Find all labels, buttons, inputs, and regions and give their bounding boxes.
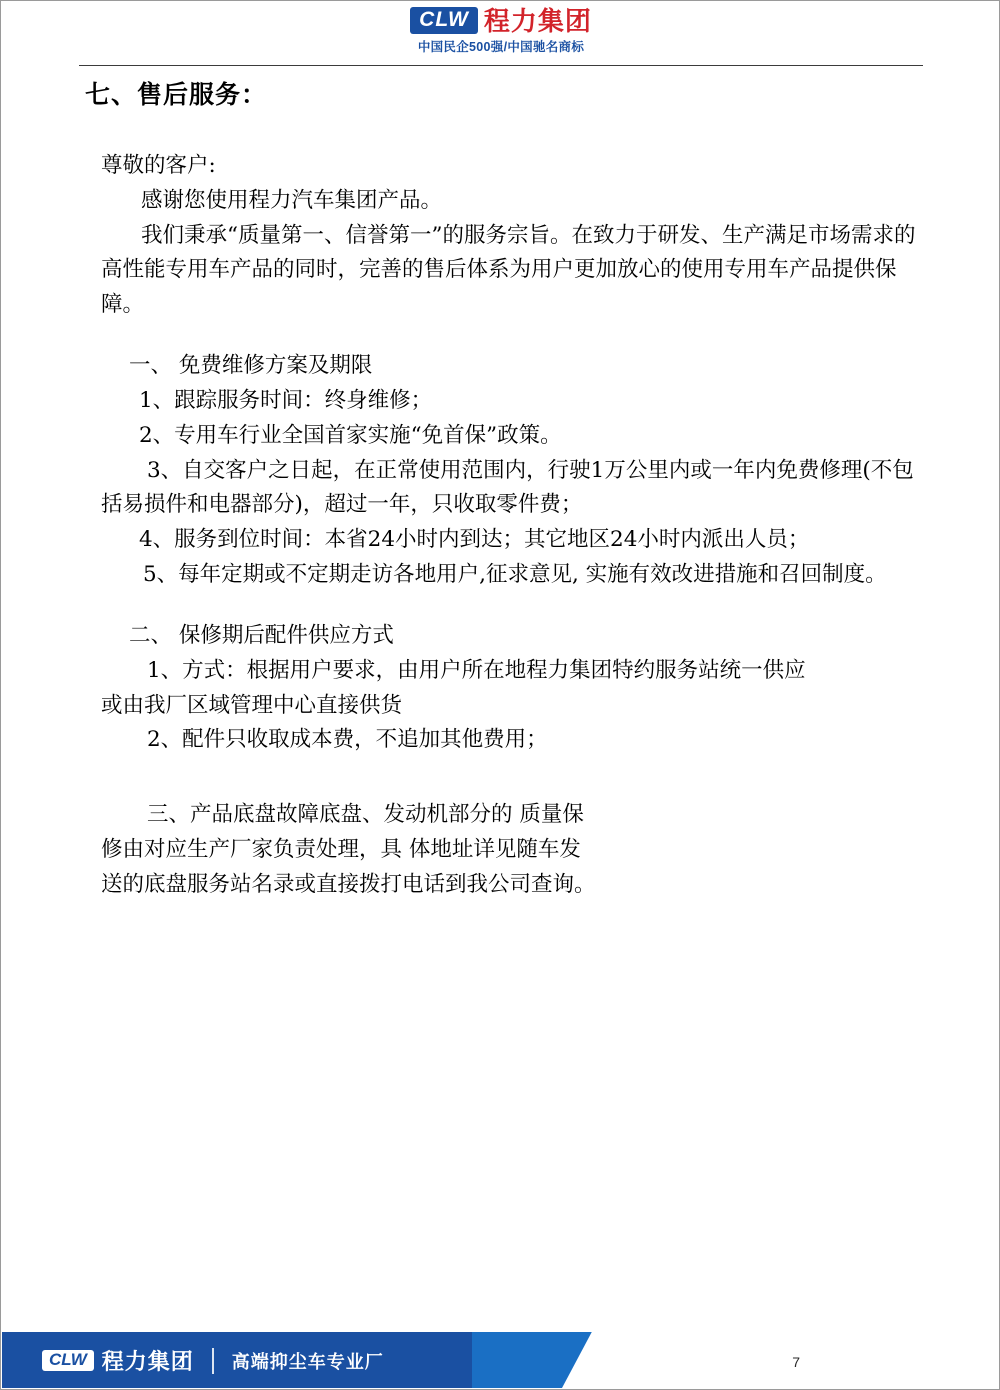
heading-free-repair: 一、 免费维修方案及期限 [129,353,373,379]
spacer [79,593,929,619]
footer-tagline: 高端抑尘车专业厂 [231,1351,384,1372]
list-item-1-5: 5、每年定期或不定期走访各地用户,征求意见, 实施有效改进措施和召回制度。 [143,562,887,588]
company-logo [291,7,711,55]
list-item-2-1: 1、方式：根据用户要求，由用户所在地程力集团特约服务站统一供应或由我厂区域管理中心直接供货 [101,657,806,718]
list-item-1-1: 1、跟踪服务时间：终身维修； [139,387,433,413]
heading-chassis-warranty: 三、产品底盘故障底盘、发动机部分的 质量保修由对应生产厂家负责处理，具 体地址详见随车发送的底盘服务站名录或直接拨打电话到我公司查询。 [101,802,596,897]
body-text [79,149,929,903]
header-divider [79,65,923,66]
list-item-1-3: 3、自交客户之日起，在正常使用范围内，行驶1万公里内或一年内免费修理(不包括易损件和电器部分)，超过一年，只收取零件费； [101,457,914,518]
company-name: 程力集团 [483,5,592,36]
footer-bar [2,1332,1000,1388]
paragraph-thanks: 感谢您使用程力汽车集团产品。 [141,187,443,213]
paragraph-salutation: 尊敬的客户: [101,153,216,178]
page-footer [2,1326,1000,1388]
logo-subtitle: 中国民企500强/中国驰名商标 [417,40,585,55]
list-item-2-2: 2、配件只收取成本费，不追加其他费用； [147,727,548,753]
document-content [79,75,929,903]
spacer [79,758,929,798]
footer-logo [42,1345,384,1376]
paragraph-motto: 我们秉承“质量第一、信誉第一”的服务宗旨。在致力于研发、生产满足市场需求的高性能专用车产品的同时，完善的售后体系为用户更加放心的使用专用车产品提供保障。 [101,222,916,318]
footer-divider [212,1348,214,1374]
page-number: 7 [792,1354,800,1370]
heading-parts-supply: 二、 保修期后配件供应方式 [129,622,394,648]
list-item-1-4: 4、服务到位时间：本省24小时内到达；其它地区24小时内派出人员； [139,527,810,553]
page-header [1,1,1000,67]
spacer [79,323,929,349]
footer-company-name: 程力集团 [101,1349,194,1374]
logo-row [291,7,711,34]
footer-clw-logo-mark: CLW [42,1350,94,1372]
clw-logo-mark: CLW [410,7,478,34]
list-item-1-2: 2、专用车行业全国首家实施“免首保”政策。 [139,422,562,448]
page-title: 七、售后服务： [85,81,268,109]
